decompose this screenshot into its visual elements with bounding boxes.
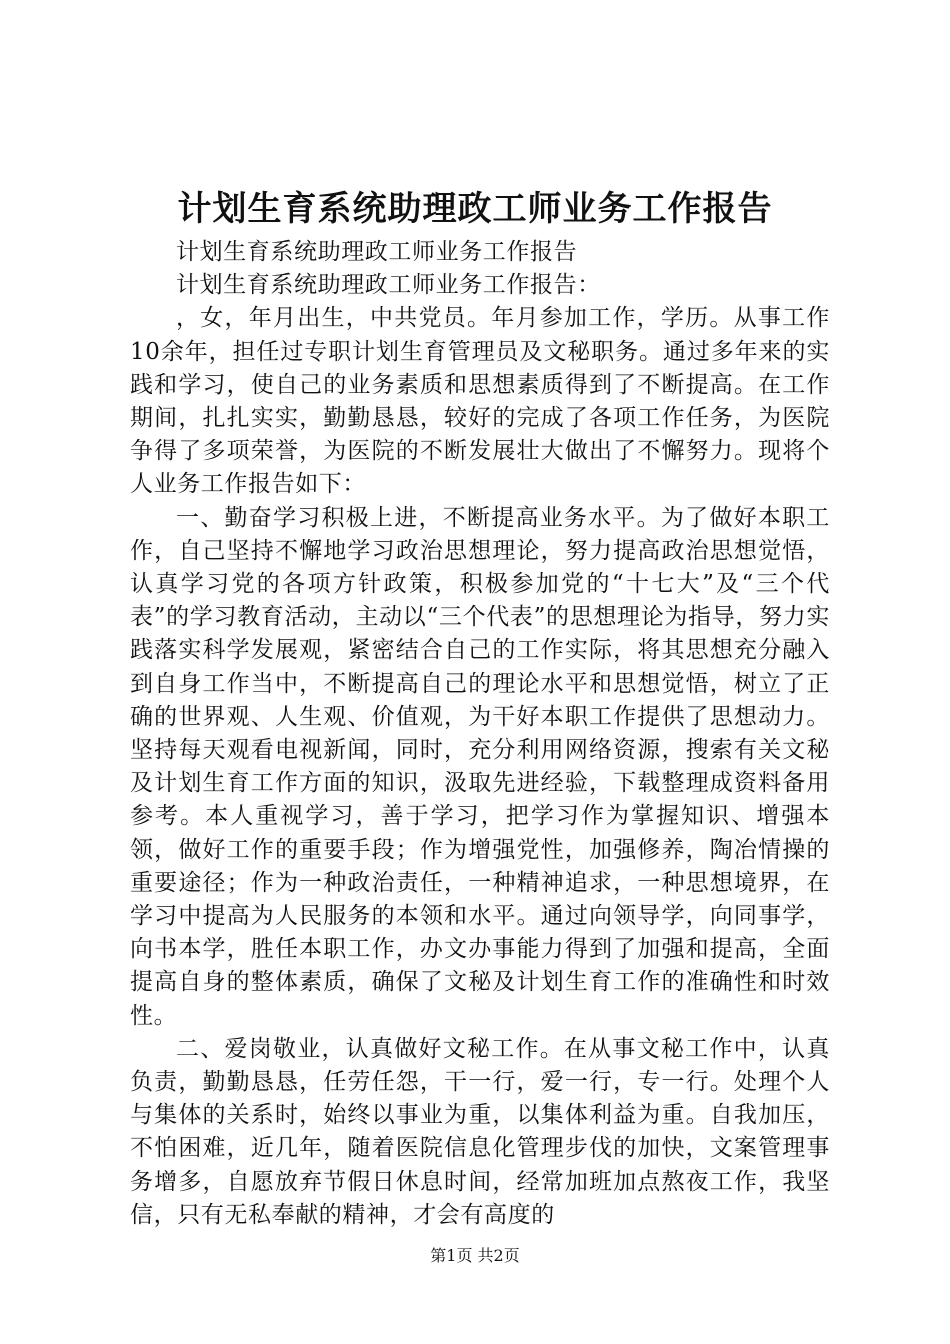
paragraph-salutation: 计划生育系统助理政工师业务工作报告： [176, 272, 601, 299]
document-body [130, 236, 830, 1232]
paragraph-intro: ，女，年月出生，中共党员。年月参加工作，学历。从事工作10余年，担任过专职计划生育管理员及文秘职务。通过多年来的实践和学习，使自己的业务素质和思想素质得到了不断提高。在工作期间，扎扎实实，勤勤恳恳，较好的完成了各项工作任务，为医院争得了多项荣誉，为医院的不断发展壮大做出了不懈努力。现将个人业务工作报告如下： [130, 305, 830, 498]
paragraph-section-two: 二、爱岗敬业，认真做好文秘工作。在从事文秘工作中，认真负责，勤勤恳恳，任劳任怨，干一行，爱一行，专一行。处理个人与集体的关系时，始终以事业为重，以集体利益为重。自我加压，不怕困难，近几年，随着医院信息化管理步伐的加快，文案管理事务增多，自愿放弃节假日休息时间，经常加班加点熬夜工作，我坚信，只有无私奉献的精神，才会有高度的 [130, 1035, 830, 1228]
page-footer: 第1页 共2页 [430, 1246, 520, 1265]
document-title: 计划生育系统助理政工师业务工作报告 [177, 189, 773, 229]
paragraph-section-one: 一、勤奋学习积极上进，不断提高业务水平。为了做好本职工作，自己坚持不懈地学习政治思想理论，努力提高政治思想觉悟，认真学习党的各项方针政策，积极参加党的“十七大”及“三个代表”的学习教育活动，主动以“三个代表”的思想理论为指导，努力实践落实科学发展观，紧密结合自己的工作实际，将其思想充分融入到自身工作当中，不断提高自己的理论水平和思想觉悟，树立了正确的世界观、人生观、价值观，为干好本职工作提供了思想动力。坚持每天观看电视新闻，同时，充分利用网络资源，搜索有关文秘及计划生育工作方面的知识，汲取先进经验，下载整理成资料备用参考。本人重视学习，善于学习，把学习作为掌握知识、增强本领，做好工作的重要手段；作为增强党性，加强修养，陶冶情操的重要途径；作为一种政治责任，一种精神追求，一种思想境界，在学习中提高为人民服务的本领和水平。通过向领导学，向同事学，向书本学，胜任本职工作，办文办事能力得到了加强和提高，全面提高自身的整体素质，确保了文秘及计划生育工作的准确性和时效性。 [130, 504, 830, 1029]
paragraph-heading-repeat: 计划生育系统助理政工师业务工作报告 [176, 239, 578, 265]
